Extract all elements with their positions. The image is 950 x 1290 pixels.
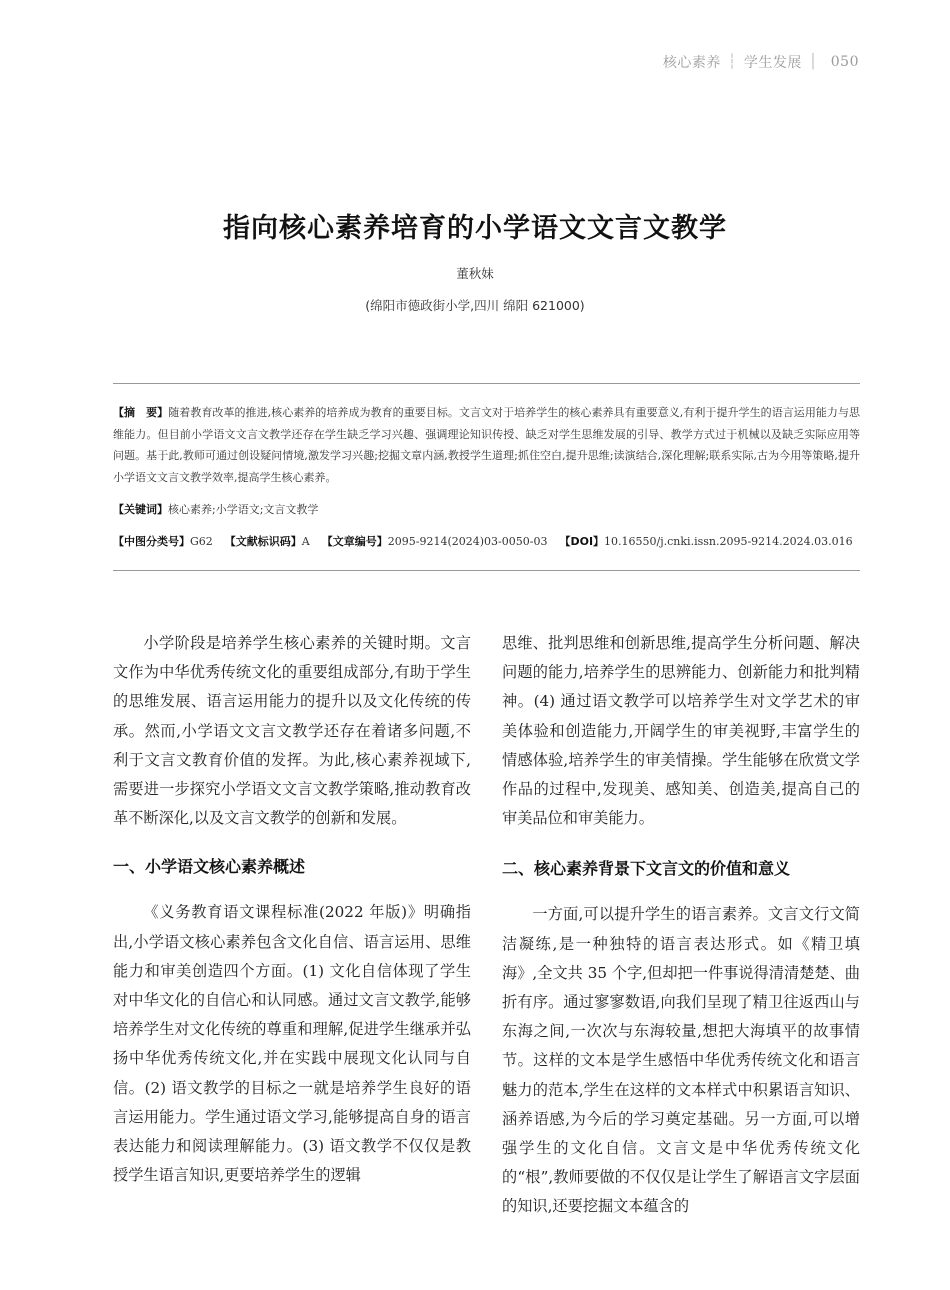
- header-section: 核心素养: [662, 55, 721, 71]
- section-heading: 二、核心素养背景下文言文的价值和意义: [502, 859, 791, 879]
- doi-value: 10.16550/j.cnki.issn.2095-9214.2024.03.016: [604, 535, 853, 548]
- abstract-label: 【摘 要】: [113, 406, 169, 419]
- body-paragraph: 思维、批判思维和创新思维,提高学生分析问题、解决问题的能力,培养学生的思辨能力、创新能力和批判精神。(4) 通过语文教学可以培养学生对文学艺术的审美体验和创造能力,开阔学生的审美视野,丰富学生的情感体验,培养学生的审美情操。学生能够在欣赏文学作品的过程中,发现美、感知美、创造美,提高自己的审美品位和审美能力。: [502, 634, 860, 828]
- bottom-divider: [113, 570, 860, 571]
- article-id-value: 2095-9214(2024)03-0050-03: [387, 535, 548, 548]
- section-heading: 一、小学语文核心素养概述: [113, 857, 306, 877]
- doi-label: 【DOI】: [559, 535, 605, 548]
- body-paragraph: 《义务教育语文课程标准(2022 年版)》明确指出,小学语文核心素养包含文化自信、语言运用、思维能力和审美创造四个方面。(1) 文化自信体现了学生对中华文化的自信心和认同感。通过文言文教学,能够培养学生对文化传统的尊重和理解,促进学生继承并弘扬中华优秀传统文化,并在实践中展现文化认同与自信。(2) 语文教学的目标之一就是培养学生良好的语言运用能力。学生通过语文学习,能够提高自身的语言表达能力和阅读理解能力。(3) 语文教学不仅仅是教授学生语言知识,更要培养学生的逻辑: [113, 903, 471, 1185]
- article-meta: [113, 533, 873, 549]
- running-header: [663, 52, 859, 72]
- page-number: 050: [830, 54, 859, 70]
- doc-code-label: 【文献标识码】: [224, 535, 302, 548]
- header-separator-2: │: [808, 54, 818, 70]
- header-separator: ┆: [727, 54, 737, 70]
- top-divider: [113, 383, 860, 384]
- left-column: [113, 629, 471, 1190]
- article-title: 指向核心素养培育的小学语文文言文教学: [223, 213, 727, 244]
- article-author: 董秋妹: [456, 266, 494, 281]
- body-paragraph: 小学阶段是培养学生核心素养的关键时期。文言文作为中华优秀传统文化的重要组成部分,有助于学生的思维发展、语言运用能力的提升以及文化传统的传承。然而,小学语文文言文教学还存在着诸多问题,不利于文言文教育价值的发挥。为此,核心素养视域下,需要进一步探究小学语文文言文教学策略,推动教育改革不断深化,以及文言文教学的创新和发展。: [113, 634, 471, 828]
- header-subsection: 学生发展: [743, 55, 802, 71]
- keywords-text: 核心素养;小学语文;文言文教学: [168, 503, 319, 516]
- article-id-label: 【文章编号】: [321, 535, 388, 548]
- abstract-text: 随着教育改革的推进,核心素养的培养成为教育的重要目标。文言文对于培养学生的核心素养具有重要意义,有利于提升学生的语言运用能力与思维能力。但目前小学语文文言文教学还存在学生缺乏学习兴趣、强调理论知识传授、缺乏对学生思维发展的引导、教学方式过于机械以及缺乏实际应用等问题。基于此,教师可通过创设疑问情境,激发学习兴趣;挖掘文章内涵,教授学生道理;抓住空白,提升思维;读演结合,深化理解;联系实际,古为今用等策略,提升小学语文文言文教学效率,提高学生核心素养。: [113, 406, 861, 484]
- abstract: [113, 402, 860, 488]
- clc-value: G62: [190, 535, 213, 548]
- right-column: [502, 629, 860, 1222]
- clc-label: 【中图分类号】: [113, 535, 190, 548]
- keywords: [113, 501, 860, 517]
- article-affiliation: (绵阳市德政街小学,四川 绵阳 621000): [365, 298, 585, 313]
- body-paragraph: 一方面,可以提升学生的语言素养。文言文行文简洁凝练,是一种独特的语言表达形式。如《精卫填海》,全文共 35 个字,但却把一件事说得清清楚楚、曲折有序。通过寥寥数语,向我们呈现了精卫往返西山与东海之间,一次次与东海较量,想把大海填平的故事情节。这样的文本是学生感悟中华优秀传统文化和语言魅力的范本,学生在这样的文本样式中积累语言知识、涵养语感,为今后的学习奠定基础。另一方面,可以增强学生的文化自信。文言文是中华优秀传统文化的“根”,教师要做的不仅仅是让学生了解语言文字层面的知识,还要挖掘文本蕴含的: [502, 905, 860, 1216]
- keywords-label: 【关键词】: [113, 503, 168, 516]
- doc-code-value: A: [301, 535, 310, 548]
